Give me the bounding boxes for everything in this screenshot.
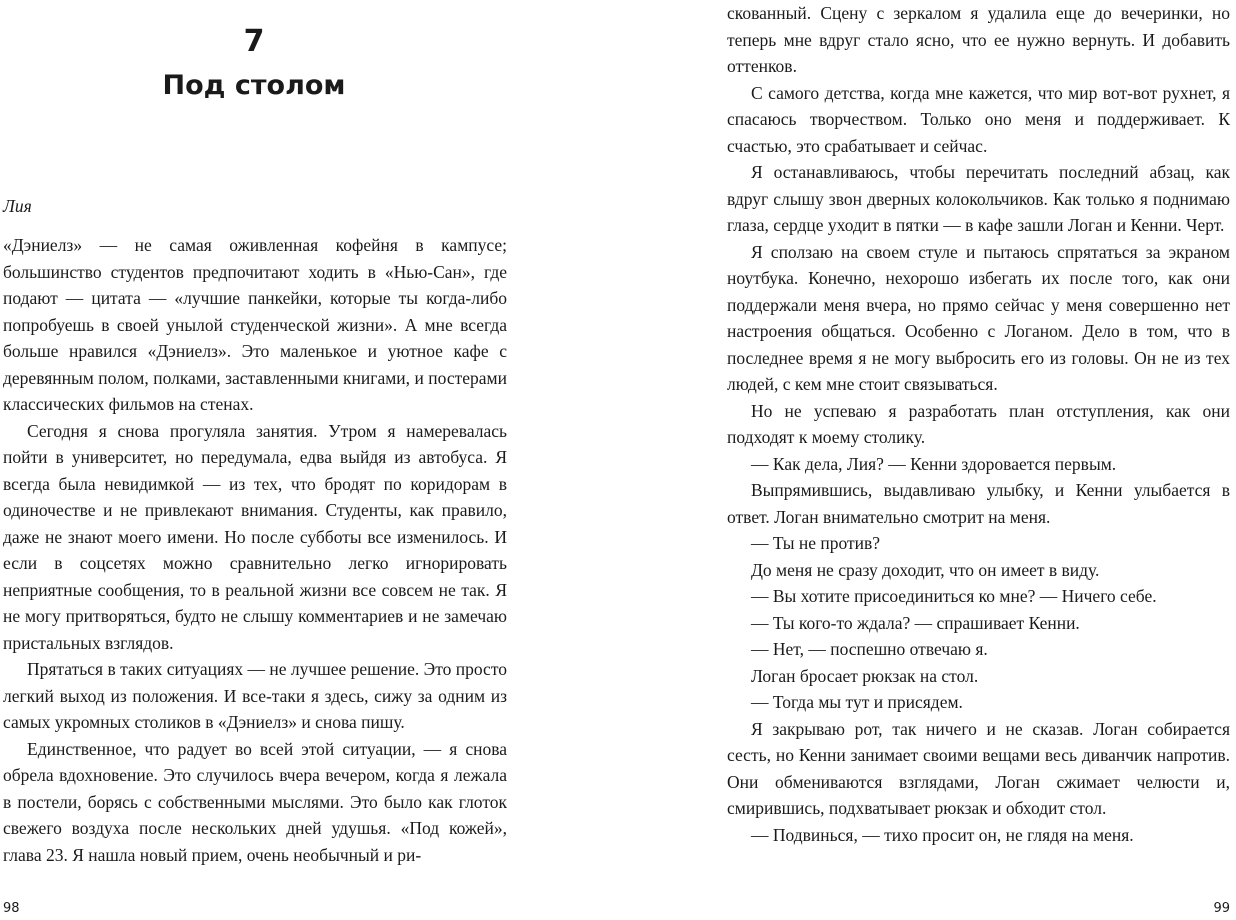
paragraph: Выпрямившись, выдавливаю улыбку, и Кенни улыбается в ответ. Логан внимательно смотрит на меня. (727, 480, 1230, 527)
narrator-name: Лия (3, 196, 32, 216)
right-page (618, 0, 1236, 920)
chapter-number: 7 (243, 24, 265, 59)
paragraph: Сегодня я снова прогуляла занятия. Утром я намеревалась пойти в университет, но передумала, едва выйдя из автобуса. Я всегда была невидимкой — из тех, что бродят по коридорам в одиночестве и не привлекают внимания. Студенты, как правило, даже не знают моего имени. Но после субботы все изменилось. И если в соцсетях можно сравнительно легко игнорировать неприятные сообщения, то в реальной жизни все совсем не так. Я не могу притворяться, будто не слышу комментариев и не замечаю пристальных взглядов. (3, 420, 507, 653)
paragraph: До меня не сразу доходит, что он имеет в виду. (751, 559, 1100, 580)
right-page-text (727, 0, 1230, 848)
paragraph: Я останавливаюсь, чтобы перечитать последний абзац, как вдруг слышу звон дверных колокольчиков. Как только я поднимаю глаза, сердце уходит в пятки — в кафе зашли Логан и Кенни. Черт. (727, 162, 1230, 235)
dialogue-line: — Как дела, Лия? — Кенни здоровается первым. (751, 453, 1117, 474)
dialogue-line: — Ты не против? (751, 533, 881, 553)
dialogue-line: — Нет, — поспешно отвечаю я. (751, 639, 988, 659)
dialogue-line: — Подвинься, — тихо просит он, не глядя на меня. (751, 824, 1134, 845)
left-page-text (3, 232, 507, 868)
paragraph-continuation: скованный. Сцену с зеркалом я удалила еще до вечеринки, но теперь мне вдруг стало ясно, что ее нужно вернуть. И добавить оттенков. (727, 3, 1230, 76)
page-number-right: 99 (1213, 901, 1230, 916)
chapter-title: Под столом (162, 70, 346, 101)
paragraph: Но не успеваю я разработать план отступления, как они подходят к моему столику. (727, 400, 1230, 447)
page-number-left: 98 (3, 901, 20, 916)
paragraph: Единственное, что радует во всей этой ситуации, — я снова обрела вдохновение. Это случилось вчера вечером, когда я лежала в постели, борясь с собственными мыслями. Это было как глоток свежего воздуха после нескольких дней удушья. «Под кожей», глава 23. Я нашла новый прием, очень необычный и ри- (3, 738, 507, 865)
paragraph: Я сползаю на своем стуле и пытаюсь спрятаться за экраном ноутбука. Конечно, нехорошо избегать их после того, как они поддержали меня вчера, но прямо сейчас у меня совершенно нет настроения общаться. Особенно с Логаном. Дело в том, что в последнее время я не могу выбросить его из головы. Он не из тех людей, с кем мне стоит связываться. (727, 241, 1230, 394)
paragraph: «Дэниелз» — не самая оживленная кофейня в кампусе; большинство студентов предпочитают ходить в «Нью-Сан», где подают — цитата — «лучшие панкейки, которые ты когда-либо попробуешь в своей унылой студенческой жизни». А мне всегда больше нравился «Дэниелз». Это маленькое и уютное кафе с деревянным полом, полками, заставленными книгами, и постерами классических фильмов на стенах. (3, 235, 507, 414)
paragraph: Логан бросает рюкзак на стол. (751, 665, 979, 686)
paragraph: Прятаться в таких ситуациях — не лучшее решение. Это просто легкий выход из положения. И все-таки я здесь, сижу за одним из самых укромных столиков в «Дэниелз» и снова пишу. (3, 659, 507, 732)
dialogue-line: — Вы хотите присоединиться ко мне? — Ничего себе. (751, 586, 1157, 606)
paragraph: С самого детства, когда мне кажется, что мир вот-вот рухнет, я спасаюсь творчеством. Только оно меня и поддерживает. К счастью, это срабатывает и сейчас. (727, 82, 1230, 156)
dialogue-line: — Тогда мы тут и присядем. (751, 692, 963, 712)
paragraph: Я закрываю рот, так ничего и не сказав. Логан собирается сесть, но Кенни занимает своими вещами весь диванчик напротив. Они обмениваются взглядами, Логан сжимает челюсти и, смирившись, подхватывает рюкзак и обходит стол. (727, 718, 1230, 818)
dialogue-line: — Ты кого-то ждала? — спрашивает Кенни. (751, 612, 1080, 633)
